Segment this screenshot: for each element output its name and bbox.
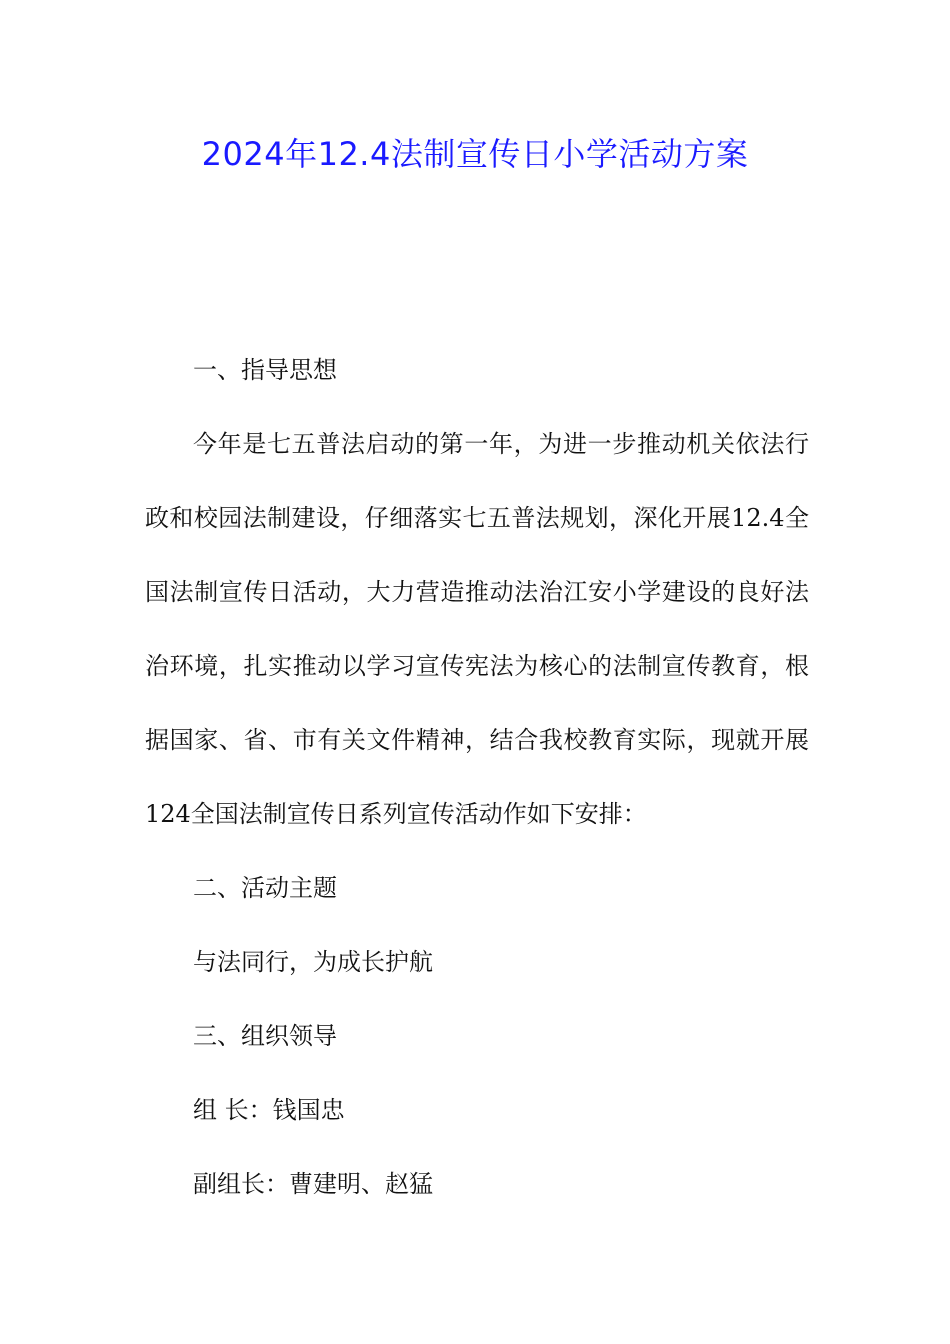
document-body xyxy=(145,333,809,1221)
section-heading-activity-theme: 二、活动主题 xyxy=(193,874,337,902)
section-heading-organization: 三、组织领导 xyxy=(193,1022,337,1050)
paragraph-line-1: 今年是七五普法启动的第一年，为进一步推动机关依法行 xyxy=(193,430,809,458)
section-heading-guiding-ideology: 一、指导思想 xyxy=(193,356,337,384)
deputy-leader-line: 副组长：曹建明、赵猛 xyxy=(193,1170,433,1198)
paragraph-line-3: 国法制宣传日活动，大力营造推动法治江安小学建设的良好法 xyxy=(145,578,809,606)
group-leader-line: 组 长：钱国忠 xyxy=(193,1096,345,1124)
activity-theme-text: 与法同行，为成长护航 xyxy=(193,948,433,976)
paragraph-line-6: 124全国法制宣传日系列宣传活动作如下安排： xyxy=(145,800,647,828)
paragraph-line-5: 据国家、省、市有关文件精神，结合我校教育实际，现就开展 xyxy=(145,726,809,754)
document-title: 2024年12.4法制宣传日小学活动方案 xyxy=(201,135,749,173)
paragraph-line-4: 治环境，扎实推动以学习宣传宪法为核心的法制宣传教育，根 xyxy=(145,652,809,680)
paragraph-line-2: 政和校园法制建设，仔细落实七五普法规划，深化开展12.4全 xyxy=(145,504,809,532)
